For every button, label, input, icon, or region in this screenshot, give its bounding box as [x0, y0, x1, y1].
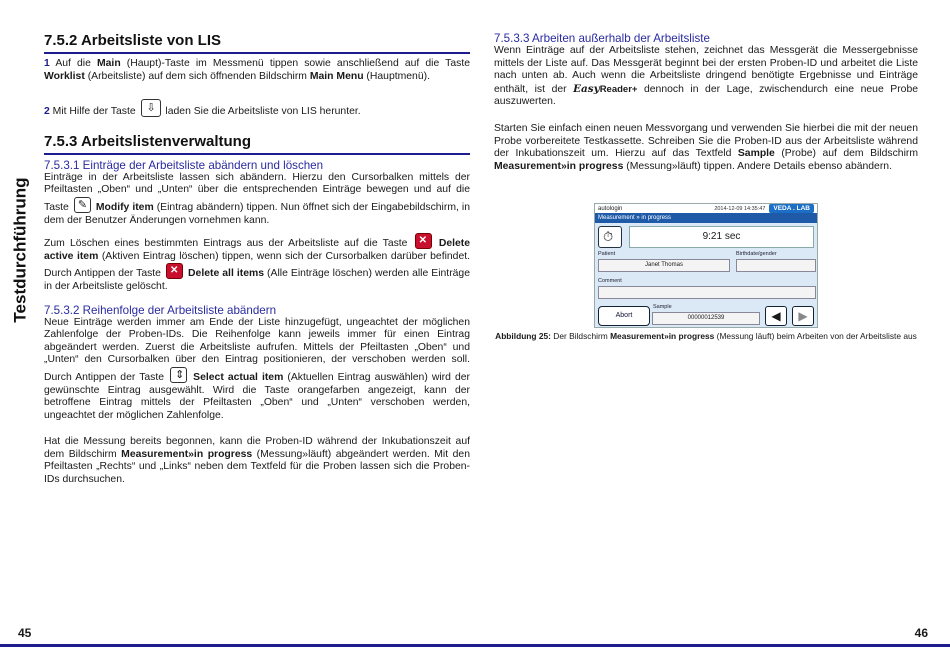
- footer-rule: [0, 644, 950, 647]
- text: Zum Löschen eines bestimmten Eintrags aus der Arbeitsliste auf die Taste: [44, 238, 413, 250]
- arrow-right-icon: ▶: [798, 309, 808, 323]
- sample-label: Sample: [653, 304, 672, 310]
- screen-datetime: 2014-12-09 14:35:47: [714, 205, 766, 212]
- logo-reader: Reader+: [599, 83, 638, 95]
- term-measurement-in-progress: Measurement»in progress: [121, 448, 253, 460]
- patient-field[interactable]: Janet Thomas: [598, 259, 730, 272]
- para-incubation: [44, 436, 470, 486]
- heading-7-5-2: 7.5.2 Arbeitsliste von LIS: [44, 32, 470, 54]
- term-modify-item: Modify item: [92, 201, 154, 213]
- text: (Arbeitsliste) auf dem sich öffnenden Bildschirm: [84, 70, 310, 82]
- delete-all-icon: [166, 263, 183, 279]
- chapter-title: Testdurchführung: [11, 177, 30, 323]
- para-outside-list: [494, 45, 918, 109]
- text: Einträge in der Arbeitsliste lassen sich abändern. Hierzu den Cursorbalken mittels der Pfeiltasten „Oben“ und „Unten“ über die entsprechenden Einträge bewegen und auf die Taste: [44, 171, 470, 213]
- step-1: [44, 58, 470, 83]
- screen-user: autologin: [598, 205, 623, 212]
- comment-label: Comment: [598, 278, 622, 284]
- load-icon: [141, 99, 161, 117]
- comment-field[interactable]: [598, 286, 816, 299]
- text: (Probe) auf dem Bildschirm: [774, 148, 918, 160]
- device-screenshot: [594, 203, 818, 328]
- text: (Messung»läuft) abgeändert werden. Mit den Pfeiltasten „Rechts“ und „Links“ neben dem Textfeld für die Proben lassen sich die Proben-IDs durchsuchen.: [44, 448, 470, 486]
- term-delete-all: Delete all items: [185, 268, 265, 280]
- step-1-number: 1: [44, 58, 50, 69]
- step-2: [44, 99, 470, 119]
- left-column: [44, 32, 470, 487]
- text: (Alle Einträge löschen) werden alle Einträge in der Arbeitsliste gelöscht.: [44, 268, 470, 292]
- text: laden Sie die Arbeitsliste von LIS herunter.: [162, 106, 361, 118]
- arrow-left-icon: ◀: [771, 309, 781, 323]
- text: (Hauptmenü).: [363, 70, 430, 82]
- arrow-right-button[interactable]: [792, 306, 814, 326]
- term-main: Main: [97, 58, 121, 69]
- heading-7-5-3-3: 7.5.3.3 Arbeiten außerhalb der Arbeitsliste: [494, 32, 710, 45]
- text: (Messung läuft) beim Arbeiten von der Arbeitsliste aus: [714, 331, 917, 341]
- page-number-left: 45: [18, 626, 32, 640]
- text: (Eintrag abändern) tippen. Nun öffnet sich der Eingabebildschirm, in dem der Benutzer Änderungen vornehmen kann.: [44, 201, 470, 226]
- timer-display: 9:21 sec: [629, 226, 814, 248]
- arrow-left-button[interactable]: [765, 306, 787, 326]
- term-main-menu: Main Menu: [309, 70, 364, 82]
- select-updown-icon: [170, 367, 187, 383]
- figure-caption: [494, 331, 918, 341]
- sample-field[interactable]: 00000012539: [652, 312, 760, 325]
- text: Auf die: [49, 58, 97, 69]
- term-select-item: Select actual item: [189, 371, 284, 383]
- logo-easy: Easy: [573, 82, 600, 95]
- caption-label: Abbildung 25:: [495, 331, 551, 341]
- para-new-measurement: [494, 123, 918, 173]
- stopwatch-icon: [598, 226, 622, 248]
- text: (Messung»läuft) tippen. Andere Details ebenso abändern.: [623, 160, 892, 172]
- text: Mit Hilfe der Taste: [49, 106, 139, 118]
- para-modify: [44, 172, 470, 227]
- term-worklist: Worklist: [44, 70, 85, 82]
- edit-icon: [74, 197, 91, 213]
- text: Neue Einträge werden immer am Ende der Liste hinzugefügt, ungeachtet der möglichen Zahlenfolge der Proben-IDs. Die Reihenfolge kann jeweils immer für einen Eintrag abgeändert werden. Zuerst die Arbeitsliste aufrufen. Mittels der Pfeiltasten „Oben“ und „Unten“ den Cursorbalken über den Eintrag positionieren, der verschoben werden soll. Durch Antippen der Taste: [44, 316, 470, 383]
- easyreader-logo: [573, 83, 637, 95]
- heading-7-5-3-1: 7.5.3.1 Einträge der Arbeitsliste abändern und löschen: [44, 158, 324, 172]
- chapter-side-tab: [8, 177, 34, 323]
- step-2-number: 2: [44, 106, 50, 118]
- screen-brand: VEDA . LAB: [769, 204, 814, 213]
- para-order: [44, 317, 470, 423]
- term-sample: Sample: [737, 148, 775, 160]
- right-column: [494, 32, 918, 173]
- text: (Aktuellen Eintrag auswählen) wird der gewünschte Eintrag ausgewählt. Wird die Taste orangefarben angezeigt, kann der betroffene Eintrag mittels der Pfeiltasten „Oben“ und „Unten“ verschoben werden, ungeachtet der möglichen Zahlenfolge.: [44, 371, 471, 421]
- term-measurement-in-progress: Measurement»in progress: [494, 160, 624, 172]
- text: Der Bildschirm: [550, 331, 611, 341]
- term-delete-active: Delete active item: [44, 238, 471, 262]
- page-number-right: 46: [914, 626, 928, 640]
- birthdate-label: Birthdate/gender: [736, 251, 777, 257]
- text: Hat die Messung bereits begonnen, kann die Proben-ID während der Inkubationszeit auf dem Bildschirm: [44, 436, 470, 460]
- patient-label: Patient: [598, 251, 616, 257]
- para-delete: [44, 233, 470, 293]
- text: Wenn Einträge auf der Arbeitsliste stehen, zeichnet das Messgerät die Messergebnisse mittels der Liste auf. Das Messgerät beginnt bei der ersten Proben-ID und arbeitet die Liste nach unten ab. Auch wenn die Arbeitsliste dringend benötigte Ergebnisse und Einträge enthält, ist der: [494, 45, 918, 95]
- heading-7-5-3: 7.5.3 Arbeitslistenverwaltung: [44, 133, 470, 155]
- delete-icon: [415, 233, 432, 249]
- text: dennoch in der Lage, zwischendurch eine neue Probe auszuwerten.: [494, 83, 918, 108]
- text: (Aktiven Eintrag löschen) tippen, wenn sich der Cursorbalken darüber befindet. Durch Antippen der Taste: [44, 250, 470, 280]
- heading-7-5-3-2: 7.5.3.2 Reihenfolge der Arbeitsliste abändern: [44, 303, 277, 317]
- screen-subtitle: Measurement » in progress: [595, 213, 817, 223]
- text: Starten Sie einfach einen neuen Messvorgang und verwenden Sie hierbei die mit der neuen Probe vorbereitete Testkassette. Schreiben Sie die Proben-ID aus der Arbeitsliste während der Inkubationszeit um. Hierzu auf das Textfeld: [494, 122, 918, 160]
- caption-term: Measurement»in progress: [610, 331, 715, 341]
- abort-button[interactable]: Abort: [598, 306, 650, 326]
- screen-titlebar: [595, 204, 817, 213]
- birthdate-field[interactable]: [736, 259, 816, 272]
- text: (Haupt)-Taste im Messmenü tippen sowie anschließend auf die Taste: [120, 58, 470, 69]
